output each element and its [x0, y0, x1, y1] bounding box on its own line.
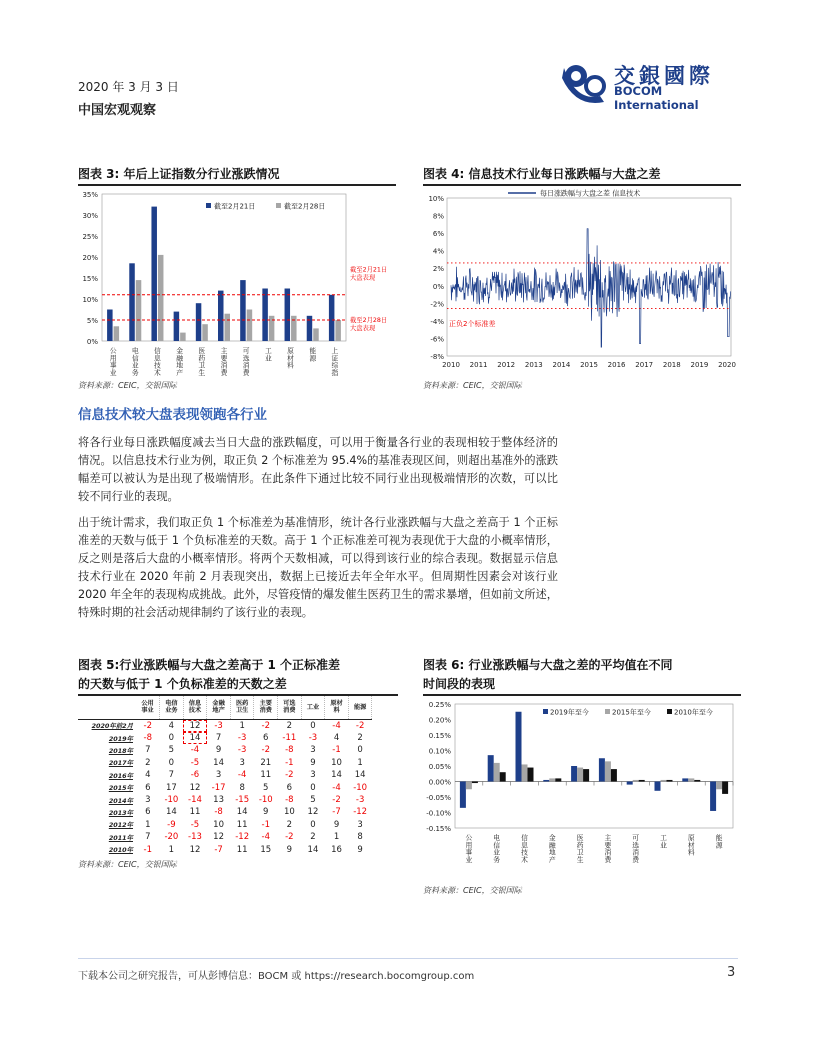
annotation-feb28-line1: 截至2月28日 — [350, 316, 388, 324]
table-cell: 21 — [260, 757, 272, 768]
bar-feb28 — [202, 324, 208, 341]
legend-swatch — [667, 709, 672, 714]
y-tick-label: 15% — [82, 274, 98, 283]
table-cell: 2 — [286, 720, 293, 731]
y-tick-label: 0% — [86, 337, 98, 346]
figure-6-source: 资料来源：CEIC，交银国际 — [423, 885, 522, 895]
y-tick-label: 6% — [432, 229, 444, 238]
bar-2015年至今 — [716, 781, 722, 789]
bar-2015年至今 — [522, 764, 528, 781]
table-cell: 5 — [168, 745, 175, 756]
y-tick-label: 0.05% — [428, 762, 451, 771]
figure-5-title-line-2: 的天数与低于 1 个负标准差的天数之差 — [78, 677, 287, 691]
table-cell: -6 — [190, 770, 200, 781]
table-cell: 14 — [183, 732, 207, 744]
figure-3-source: 资料来源：CEIC，交银国际 — [78, 380, 177, 390]
table-row — [78, 757, 372, 769]
table-cell: 4 — [168, 720, 175, 731]
legend-swatch — [605, 709, 610, 714]
table-cell: -15 — [235, 795, 250, 806]
figure-6-chart — [423, 696, 741, 881]
column-header: 能源 — [348, 696, 372, 720]
table-cell: -1 — [285, 757, 294, 768]
bar-feb21 — [196, 303, 202, 341]
x-category-label: 主要消费 — [604, 833, 612, 864]
row-label: 2019年 — [108, 734, 133, 743]
column-header: 公用 事业 — [136, 696, 160, 720]
y-tick-label: 25% — [82, 232, 98, 241]
table-cell: 0 — [168, 757, 175, 768]
y-tick-label: -2% — [430, 299, 444, 308]
y-tick-label: 4% — [432, 247, 444, 256]
table-cell: 11 — [260, 770, 272, 781]
table-cell: 6 — [286, 782, 293, 793]
table-cell: -3 — [308, 733, 318, 744]
table-cell: 5 — [310, 795, 316, 806]
table-cell: 12 — [213, 832, 224, 843]
figure-5 — [78, 656, 398, 870]
table-cell: -2 — [285, 770, 294, 781]
table-cell: 9 — [333, 819, 340, 830]
bar-2019年至今 — [543, 779, 549, 781]
y-tick-label: 10% — [82, 295, 98, 304]
bar-2010年至今 — [500, 772, 506, 781]
table-cell: 2 — [145, 757, 151, 768]
legend-swatch — [543, 709, 548, 714]
body-paragraph-1: 将各行业每日涨跌幅度减去当日大盘的涨跌幅度，可以用于衡量各行业的表现相较于整体经济的情况。以信息技术行业为例，取正负 2 个标准差为 95.4%的基准表现区间，则超出基准外的涨跌幅差可以被认为是出现了极端情形。在此条件下通过比较不同行业出现极端情形的次数，可以比较不同行业的表现。 — [78, 436, 558, 503]
x-tick-label: 2017 — [635, 360, 654, 369]
figure-4-source: 资料来源：CEIC，交银国际 — [423, 380, 522, 390]
table-cell: -1 — [143, 844, 153, 855]
table-cell: 14 — [236, 807, 248, 818]
x-category-label: 可选消费 — [242, 346, 250, 376]
figure-5-source: 资料来源：CEIC，交银国际 — [78, 859, 177, 869]
table-cell: 17 — [165, 782, 177, 793]
footer-text: 下载本公司之研究报告，可从彭博信息：BOCM 或 https://research.bocomgroup.com — [78, 971, 475, 982]
table-cell: 0 — [310, 782, 316, 793]
table-cell: 1 — [145, 819, 151, 830]
bar-2010年至今 — [472, 781, 478, 783]
legend-label: 2015年至今 — [612, 708, 651, 716]
row-label: 2014年 — [108, 796, 133, 805]
x-category-label: 工业 — [660, 833, 667, 849]
table-row — [78, 732, 372, 744]
bar-feb21 — [329, 294, 335, 340]
table-cell: 3 — [145, 795, 151, 806]
table-cell: 9 — [310, 757, 316, 768]
table-row — [78, 720, 372, 732]
table-cell: 12 — [189, 782, 201, 793]
x-tick-label: 2013 — [524, 360, 543, 369]
bar-2015年至今 — [605, 761, 611, 781]
table-row — [78, 769, 372, 781]
column-header: 主要 消费 — [254, 696, 278, 720]
x-category-label: 医药卫生 — [576, 833, 584, 864]
page-number: 3 — [727, 965, 736, 980]
x-category-label: 电信业务 — [493, 833, 501, 864]
table-cell: -1 — [261, 819, 270, 830]
annotation-feb28-line2: 大盘表现 — [350, 324, 376, 332]
table-cell: -13 — [188, 832, 202, 843]
table-row — [78, 794, 372, 806]
bar-2010年至今 — [722, 781, 728, 793]
x-category-label: 公用事业 — [465, 833, 473, 864]
table-cell: 1 — [357, 757, 363, 768]
table-cell: -2 — [261, 745, 270, 756]
column-header: 医药 卫生 — [230, 696, 254, 720]
x-category-label: 工业 — [264, 346, 272, 362]
table-cell: 3 — [239, 757, 245, 768]
row-label: 2017年 — [108, 759, 133, 768]
bar-feb28 — [158, 254, 164, 340]
table-cell: -4 — [332, 782, 341, 793]
table-cell: 7 — [145, 832, 151, 843]
annotation-feb21-line2: 大盘表现 — [350, 274, 376, 282]
bar-2015年至今 — [661, 779, 667, 781]
table-cell: 12 — [307, 807, 319, 818]
table-cell: 12 — [189, 844, 201, 855]
figure-4 — [423, 165, 741, 391]
x-category-label: 信息技术 — [521, 833, 528, 864]
y-tick-label: -4% — [430, 317, 444, 326]
bar-2019年至今 — [571, 766, 577, 782]
table-cell: 2 — [286, 819, 293, 830]
bar-feb28 — [136, 280, 142, 341]
y-tick-label: 8% — [432, 212, 444, 221]
y-tick-label: -0.15% — [426, 824, 451, 833]
y-tick-label: -0.05% — [426, 793, 451, 802]
table-cell: 10 — [283, 807, 295, 818]
bar-feb21 — [129, 263, 135, 341]
bar-feb21 — [240, 280, 246, 341]
bar-2019年至今 — [682, 778, 688, 781]
table-cell: 13 — [213, 795, 224, 806]
table-cell: 11 — [236, 819, 248, 830]
x-category-label: 上证综指 — [331, 346, 339, 376]
x-tick-label: 2020 — [718, 360, 736, 369]
bar-feb21 — [285, 288, 291, 341]
bar-2010年至今 — [694, 779, 700, 781]
figure-4-title: 图表 4: 信息技术行业每日涨跌幅与大盘之差 — [423, 167, 661, 181]
table-row — [78, 819, 372, 831]
y-tick-label: 35% — [82, 190, 98, 199]
column-header: 信息 技术 — [183, 696, 207, 720]
x-category-label: 能源 — [715, 833, 723, 849]
bar-2015年至今 — [577, 767, 583, 781]
table-cell: -12 — [353, 807, 368, 818]
figure-5-table — [78, 696, 372, 856]
bar-feb21 — [262, 288, 268, 341]
table-cell: -10 — [164, 795, 179, 806]
y-tick-label: 10% — [428, 194, 444, 203]
table-cell: -2 — [355, 720, 365, 731]
table-cell: 0 — [357, 745, 363, 756]
bar-feb28 — [180, 332, 186, 340]
logo-chinese-text: 交銀國際 — [614, 63, 714, 88]
table-cell: 16 — [331, 844, 342, 855]
table-cell: -8 — [285, 795, 294, 806]
bar-feb21 — [218, 290, 224, 340]
table-cell: 14 — [213, 757, 224, 768]
x-category-label: 信息技术 — [154, 346, 161, 376]
legend-label: 截至2月21日 — [214, 202, 256, 210]
column-header: 电信 业务 — [160, 696, 184, 720]
table-cell: 6 — [145, 807, 151, 818]
bar-feb28 — [225, 313, 231, 340]
legend-swatch — [206, 203, 211, 208]
legend-swatch — [276, 203, 281, 208]
table-cell: -8 — [214, 807, 223, 818]
annotation-feb21-line1: 截至2月21日 — [350, 266, 388, 274]
y-tick-label: -0.10% — [426, 809, 451, 817]
bar-2015年至今 — [633, 779, 639, 781]
figure-4-chart — [423, 186, 741, 376]
table-cell: -8 — [285, 745, 294, 756]
table-cell: 8 — [357, 832, 363, 843]
table-cell: 1 — [333, 832, 340, 843]
table-cell: 9 — [263, 807, 269, 818]
table-cell: 11 — [236, 844, 248, 855]
bar-2019年至今 — [710, 781, 716, 810]
x-category-label: 电信业务 — [131, 346, 139, 376]
figure-3-chart — [78, 186, 396, 376]
y-tick-label: 5% — [86, 316, 98, 325]
x-category-label: 医药卫生 — [198, 346, 206, 376]
bar-2015年至今 — [494, 762, 500, 781]
body-paragraph-2: 出于统计需求，我们取正负 1 个标准差为基准情形，统计各行业涨跌幅与大盘之差高于 1 个正标准差的天数与低于 1 个负标准差的天数。高于 1 个正标准差可视为表现优于大盘的小概率情形，反之则是落后大盘的小概率情形。将两个天数相减，可以得到该行业的综合表现。数据显示信息技术行业在 2020 年前 2 月表现突出，数据上已接近去年全年水平。但周期性因素会对该行业 2020 年全年的表现构成挑战。此外，尽管疫情的爆发催生医药卫生的需求暴增，但如前文所述，特殊时期的社会活动规律制约了该行业的表现。 — [78, 516, 558, 619]
table-cell: 3 — [215, 770, 222, 781]
footer-divider — [78, 958, 738, 959]
bar-2015年至今 — [549, 778, 555, 781]
table-cell: -12 — [235, 832, 250, 843]
series-line-it-vs-market — [451, 228, 731, 347]
x-tick-label: 2016 — [607, 360, 626, 369]
table-cell: 4 — [333, 733, 340, 744]
column-header: 工业 — [301, 696, 325, 720]
table-row — [78, 781, 372, 793]
row-label: 2020年前2月 — [91, 722, 133, 731]
figure-6 — [423, 656, 741, 896]
table-cell: -7 — [332, 807, 341, 818]
table-cell: 2 — [357, 733, 363, 744]
bar-2010年至今 — [639, 779, 645, 781]
x-tick-label: 2010 — [442, 360, 460, 369]
y-tick-label: 2% — [432, 264, 444, 273]
y-tick-label: -8% — [430, 352, 444, 361]
bar-feb28 — [114, 326, 120, 341]
bar-feb21 — [107, 309, 113, 341]
table-row — [78, 843, 372, 855]
table-cell: -10 — [353, 782, 368, 793]
x-tick-label: 2015 — [580, 360, 598, 369]
table-cell: -5 — [190, 819, 200, 830]
table-cell: -14 — [188, 795, 202, 806]
legend-label: 截至2月28日 — [284, 202, 326, 210]
bar-2019年至今 — [460, 781, 466, 807]
table-cell: -8 — [143, 733, 153, 744]
table-cell: 2 — [310, 832, 316, 843]
table-cell: 10 — [331, 757, 342, 768]
table-cell: -4 — [190, 745, 200, 756]
table-cell: 11 — [189, 807, 201, 818]
bar-2015年至今 — [466, 781, 472, 789]
table-cell: 10 — [213, 819, 224, 830]
table-cell: -3 — [355, 795, 365, 806]
x-tick-label: 2014 — [552, 360, 571, 369]
table-cell: -4 — [237, 770, 247, 781]
figure-3 — [78, 165, 396, 391]
table-cell: -9 — [167, 819, 176, 830]
table-cell: 3 — [357, 819, 363, 830]
bar-feb28 — [335, 320, 341, 341]
bar-2015年至今 — [688, 778, 694, 781]
figure-6-title-line-1: 图表 6: 行业涨跌幅与大盘之差的平均值在不同 — [423, 658, 673, 672]
table-cell: 0 — [310, 819, 316, 830]
row-label: 2010年 — [108, 846, 133, 855]
bar-2019年至今 — [488, 755, 494, 781]
company-logo — [560, 58, 740, 112]
table-cell: -2 — [261, 720, 270, 731]
column-header: 可选 消费 — [278, 696, 302, 720]
x-category-label: 公用事业 — [109, 346, 117, 376]
row-label: 2013年 — [108, 808, 133, 817]
bar-2010年至今 — [528, 767, 534, 781]
table-cell: -3 — [237, 733, 247, 744]
table-cell: -4 — [332, 720, 341, 731]
table-cell: 6 — [263, 733, 269, 744]
x-category-label: 金融地产 — [176, 346, 184, 376]
table-cell: 14 — [307, 844, 319, 855]
y-tick-label: 0.00% — [428, 778, 451, 786]
table-cell: 0 — [310, 720, 316, 731]
table-cell: -3 — [214, 720, 223, 731]
bocom-logo-icon — [560, 58, 610, 104]
x-category-label: 能源 — [309, 346, 317, 362]
table-row — [78, 806, 372, 818]
row-label: 2011年 — [108, 833, 133, 842]
table-cell: -11 — [282, 733, 297, 744]
bar-2010年至今 — [555, 778, 561, 781]
bar-2019年至今 — [655, 781, 661, 790]
table-cell: 7 — [145, 745, 151, 756]
bar-feb28 — [247, 309, 253, 341]
section-heading: 信息技术较大盘表现领跑各行业 — [78, 407, 267, 423]
row-label: 2018年 — [108, 746, 133, 755]
legend-label: 2010年至今 — [674, 708, 713, 716]
table-cell: -17 — [211, 782, 226, 793]
table-cell: -2 — [332, 795, 341, 806]
table-cell: 9 — [286, 844, 293, 855]
table-cell: 9 — [215, 745, 222, 756]
table-cell: -3 — [237, 745, 247, 756]
table-cell: -4 — [261, 832, 270, 843]
table-cell: 7 — [168, 770, 175, 781]
band-label: 正负2个标准差 — [449, 319, 496, 328]
table-cell: -2 — [285, 832, 294, 843]
y-tick-label: 30% — [82, 211, 98, 220]
table-cell: 9 — [357, 844, 363, 855]
legend-label: 每日涨跌幅与大盘之差 信息技术 — [540, 189, 641, 197]
table-cell: 8 — [239, 782, 245, 793]
x-category-label: 可选消费 — [632, 833, 640, 864]
bar-feb28 — [313, 328, 319, 341]
x-tick-label: 2011 — [469, 360, 488, 369]
x-tick-label: 2018 — [662, 360, 681, 369]
figure-3-title: 图表 3: 年后上证指数分行业涨跌情况 — [78, 167, 280, 181]
row-label: 2015年 — [108, 784, 133, 793]
bar-2010年至今 — [583, 769, 589, 781]
column-header: 金融 地产 — [207, 696, 231, 720]
table-cell: 4 — [145, 770, 151, 781]
table-cell: 1 — [239, 720, 245, 731]
table-cell: 12 — [183, 720, 207, 732]
y-tick-label: 0% — [432, 282, 444, 291]
y-tick-label: 0.15% — [428, 731, 451, 740]
table-cell: -2 — [143, 720, 153, 731]
x-category-label: 原材料 — [687, 833, 695, 857]
table-cell: -20 — [164, 832, 179, 843]
y-tick-label: -6% — [430, 334, 444, 343]
x-category-label: 主要消费 — [220, 346, 228, 376]
table-cell: 3 — [310, 770, 316, 781]
bar-2019年至今 — [599, 758, 605, 781]
figure-6-title-line-2: 时间段的表现 — [423, 677, 496, 691]
bar-2010年至今 — [611, 769, 617, 781]
x-category-label: 原材料 — [287, 346, 294, 370]
table-cell: 7 — [215, 733, 222, 744]
column-header: 原材 料 — [325, 696, 349, 720]
bar-feb21 — [174, 311, 180, 340]
y-tick-label: 0.20% — [428, 716, 451, 724]
bar-2010年至今 — [667, 779, 673, 781]
report-series-title: 中国宏观观察 — [78, 103, 157, 118]
row-label: 2016年 — [108, 771, 133, 780]
x-tick-label: 2019 — [690, 360, 709, 369]
table-cell: 6 — [145, 782, 151, 793]
x-category-label: 金融地产 — [548, 833, 556, 864]
logo-english-text: BOCOM International — [614, 84, 699, 112]
y-tick-label: 0.25% — [428, 700, 451, 709]
table-cell: -1 — [332, 745, 341, 756]
bar-2019年至今 — [516, 711, 522, 781]
table-cell: 14 — [354, 770, 366, 781]
legend-label: 2019年至今 — [550, 708, 589, 716]
bar-feb21 — [151, 206, 157, 340]
table-cell: -10 — [258, 795, 273, 806]
table-cell: 5 — [263, 782, 269, 793]
report-date: 2020 年 3 月 3 日 — [78, 80, 179, 94]
table-cell: 15 — [260, 844, 272, 855]
y-tick-label: 0.10% — [428, 747, 451, 755]
figure-5-title-line-1: 图表 5:行业涨跌幅与大盘之差高于 1 个正标准差 — [78, 658, 341, 672]
table-cell: 1 — [168, 844, 175, 855]
table-cell: 14 — [331, 770, 342, 781]
table-cell: 0 — [168, 733, 175, 744]
table-row — [78, 744, 372, 756]
table-row — [78, 831, 372, 843]
table-cell: -5 — [190, 757, 200, 768]
table-cell: -7 — [214, 844, 223, 855]
bar-2019年至今 — [627, 781, 633, 784]
y-tick-label: 20% — [82, 253, 98, 262]
table-cell: 14 — [165, 807, 177, 818]
x-tick-label: 2012 — [497, 360, 516, 369]
table-cell: 3 — [310, 745, 316, 756]
row-label: 2012年 — [108, 821, 133, 830]
